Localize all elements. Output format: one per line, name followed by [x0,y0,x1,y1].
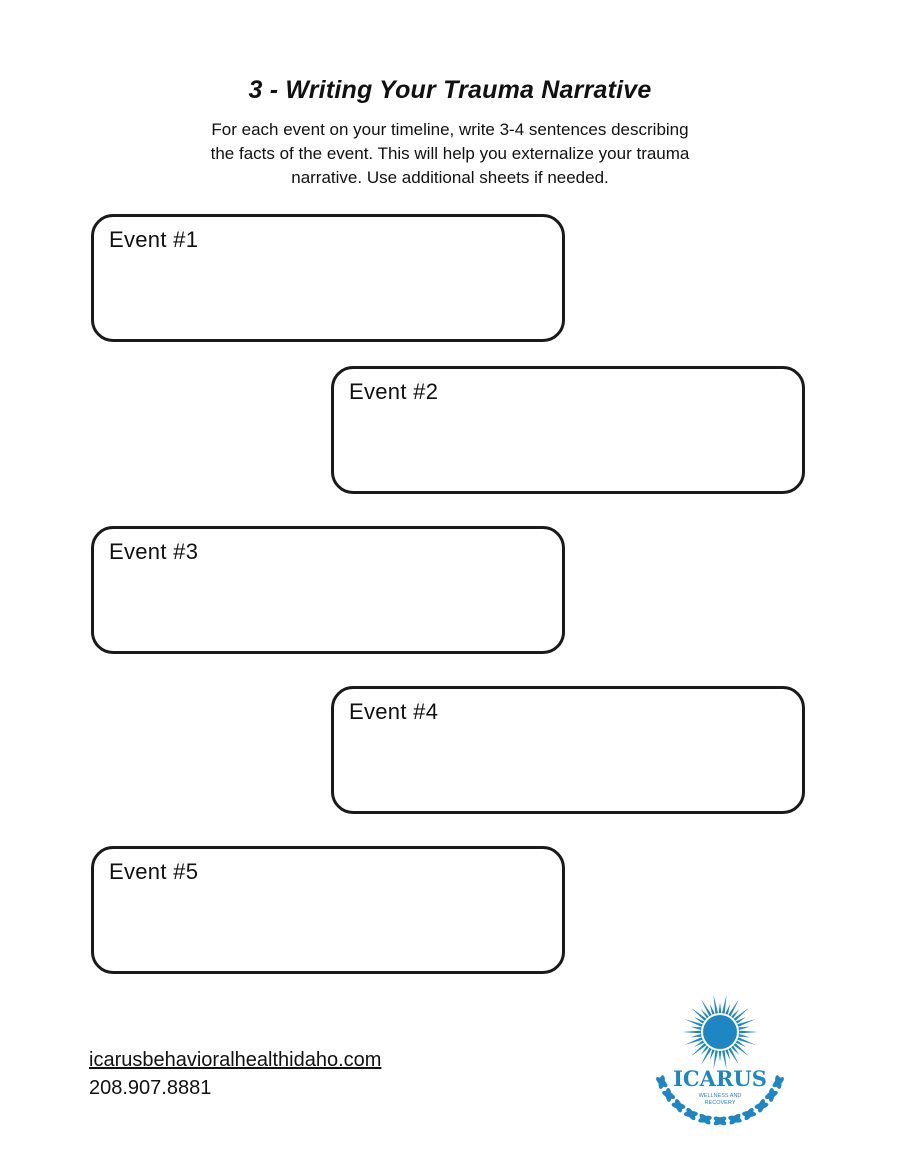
sun-ray-icon [725,1004,730,1015]
laurel-leaf-icon [665,1088,672,1102]
event-3-box[interactable] [91,526,565,654]
sun-ray-icon [701,1048,712,1065]
event-1-box[interactable] [91,214,565,342]
sun-ray-icon [739,1031,758,1034]
sun-ray-icon [728,999,739,1016]
page-title: 3 - Writing Your Trauma Narrative [248,76,652,104]
logo-tagline: WELLNESS AND [698,1093,742,1099]
sun-ray-icon [722,995,727,1014]
instructions [150,118,750,190]
event-label: Event #4 [349,699,439,724]
sun-ray-icon [719,1002,722,1013]
logo-name: ICARUS [673,1066,767,1091]
sun-ray-icon [701,999,712,1016]
sun-ray-icon [728,1048,739,1065]
sun-ray-icon [738,1027,749,1030]
logo-tagline: RECOVERY [704,1100,736,1106]
event-4-box[interactable] [331,686,805,814]
phone-number: 208.907.8881 [89,1077,212,1099]
website-link[interactable]: icarusbehavioralhealthidaho.com [89,1049,382,1071]
sun-ray-icon [690,1034,701,1037]
icarus-logo [640,990,800,1140]
sun-ray-icon [710,1049,715,1060]
laurel-leaf-icon [742,1111,756,1117]
sun-ray-icon [719,1051,722,1062]
sun-core-icon [703,1015,737,1049]
event-label: Event #3 [109,539,199,564]
sun-ray-icon [738,1034,749,1037]
event-label: Event #5 [109,859,199,884]
event-2-box[interactable] [331,366,805,494]
footer-contact [89,1046,381,1102]
event-5-box[interactable] [91,846,565,974]
sun-laurel-icon [640,990,800,1140]
sun-ray-icon [691,1008,706,1021]
sun-ray-icon [691,1043,706,1056]
sun-ray-icon [734,1008,749,1021]
event-label: Event #2 [349,379,439,404]
instructions-line: the facts of the event. This will help you externalize your trauma [210,144,690,163]
laurel-leaf-icon [712,1115,727,1127]
laurel-leaf-icon [658,1075,666,1090]
event-label: Event #1 [109,227,199,252]
sun-ray-icon [710,1004,715,1015]
sun-ray-icon [734,1043,749,1056]
sun-ray-icon [682,1031,701,1034]
sun-ray-icon [690,1027,701,1030]
sun-ray-icon [713,995,718,1014]
instructions-line: For each event on your timeline, write 3-4 sentences describing [211,120,689,139]
instructions-line: narrative. Use additional sheets if needed. [291,168,609,187]
sun-ray-icon [725,1049,730,1060]
